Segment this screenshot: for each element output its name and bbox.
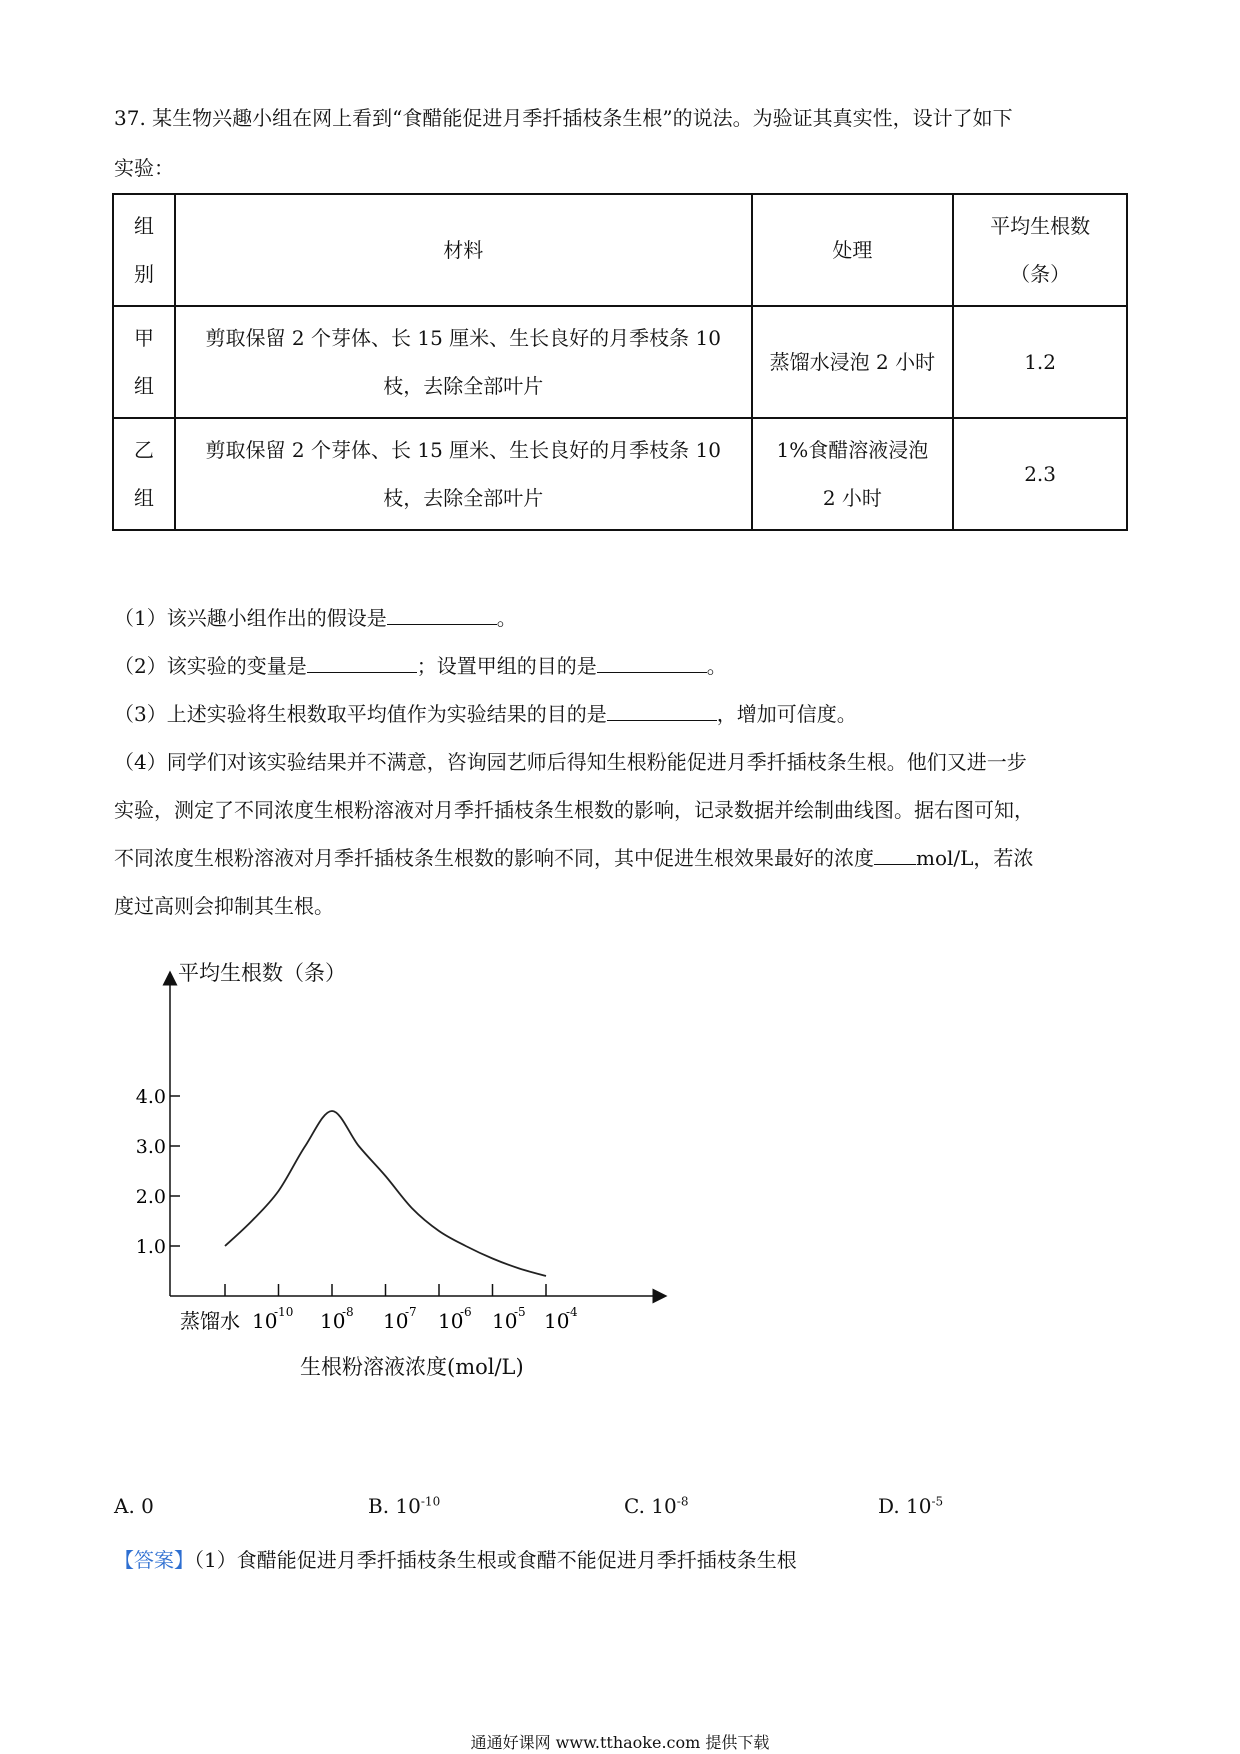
x-tick-exponent: -4 (566, 1305, 578, 1319)
table-header-row (113, 194, 1127, 306)
table-row (113, 418, 1127, 530)
cell-avg: 2.3 (953, 418, 1127, 530)
answer-blank[interactable] (387, 604, 497, 625)
answer-blank[interactable] (874, 844, 916, 865)
cell-avg: 1.2 (953, 306, 1127, 418)
option-c[interactable]: C. $10^{-8}$ (624, 1494, 689, 1518)
y-ticks (136, 1086, 180, 1258)
question-stem-line1: 37. 某生物兴趣小组在网上看到“食醋能促进月季扦插枝条生根”的说法。为验证其真实性，设计了如下 (114, 106, 1013, 130)
cell-group: 甲 组 (113, 306, 175, 418)
cell-treatment: 1%食醋溶液浸泡 2 小时 (752, 418, 954, 530)
option-d[interactable]: D. $10^{-5}$ (878, 1494, 944, 1518)
subquestion-4-line1: （4）同学们对该实验结果并不满意，咨询园艺师后得知生根粉能促进月季扦插枝条生根。他们又进一步 (114, 750, 1027, 774)
option-a[interactable]: A. 0 (114, 1494, 154, 1518)
answer-line (114, 1544, 797, 1573)
y-tick-label: 4.0 (135, 1086, 166, 1108)
x-tick-exponent: -8 (342, 1305, 354, 1319)
subquestion-1: （1）该兴趣小组作出的假设是 。 (114, 606, 517, 630)
x-tick-label: 10 (438, 1309, 464, 1333)
x-ticks (180, 1284, 578, 1333)
question-stem-line2: 实验： (114, 156, 174, 180)
answer-blank[interactable] (307, 652, 417, 673)
subquestion-4-line2: 实验，测定了不同浓度生根粉溶液对月季扦插枝条生根数的影响，记录数据并绘制曲线图。据右图可知， (114, 798, 1034, 822)
x-tick-label: 10 (252, 1309, 278, 1333)
header-material: 材料 (175, 194, 752, 306)
x-tick-label: 蒸馏水 (180, 1309, 240, 1333)
answer-blank[interactable] (607, 700, 717, 721)
x-tick-exponent: -5 (514, 1305, 526, 1319)
y-tick-label: 1.0 (135, 1236, 166, 1258)
y-tick-label: 2.0 (135, 1186, 166, 1208)
table-row (113, 306, 1127, 418)
cell-material: 剪取保留 2 个芽体、长 15 厘米、生长良好的月季枝条 10 枝，去除全部叶片 (175, 418, 752, 530)
answer-blank[interactable] (597, 652, 707, 673)
answer-text: （1）食醋能促进月季扦插枝条生根或食醋不能促进月季扦插枝条生根 (194, 1548, 797, 1572)
subquestion-3: （3）上述实验将生根数取平均值作为实验结果的目的是 ，增加可信度。 (114, 702, 857, 726)
cell-group: 乙 组 (113, 418, 175, 530)
x-tick-exponent: -10 (274, 1305, 294, 1319)
header-avg-roots: 平均生根数 （条） (953, 194, 1127, 306)
header-group: 组 别 (113, 194, 175, 306)
x-tick-exponent: -7 (405, 1305, 417, 1319)
x-tick-label: 10 (492, 1309, 518, 1333)
series-line (225, 1111, 546, 1276)
x-tick-label: 10 (544, 1309, 570, 1333)
header-treatment: 处理 (752, 194, 954, 306)
option-b[interactable]: B. $10^{-10}$ (368, 1494, 441, 1518)
x-axis-label: 生根粉溶液浓度(mol/L) (300, 1355, 524, 1379)
answer-tag: 【答案】 (114, 1548, 194, 1572)
experiment-table (112, 193, 1128, 531)
subquestion-2: （2）该实验的变量是 ；设置甲组的目的是 。 (114, 654, 727, 678)
x-tick-label: 10 (320, 1309, 346, 1333)
subquestion-4-line4: 度过高则会抑制其生根。 (114, 894, 334, 918)
cell-treatment: 蒸馏水浸泡 2 小时 (752, 306, 954, 418)
y-tick-label: 3.0 (135, 1136, 166, 1158)
cell-material: 剪取保留 2 个芽体、长 15 厘米、生长良好的月季枝条 10 枝，去除全部叶片 (175, 306, 752, 418)
x-tick-exponent: -6 (460, 1305, 472, 1319)
y-axis-label: 平均生根数（条） (178, 961, 346, 985)
rooting-line-chart (120, 948, 680, 1388)
x-tick-label: 10 (383, 1309, 409, 1333)
page-footer: 通通好课网 www.tthaoke.com 提供下载 (470, 1733, 770, 1752)
subquestion-4-line3: 不同浓度生根粉溶液对月季扦插枝条生根数的影响不同，其中促进生根效果最好的浓度 mol/L，若浓 (114, 846, 1034, 870)
